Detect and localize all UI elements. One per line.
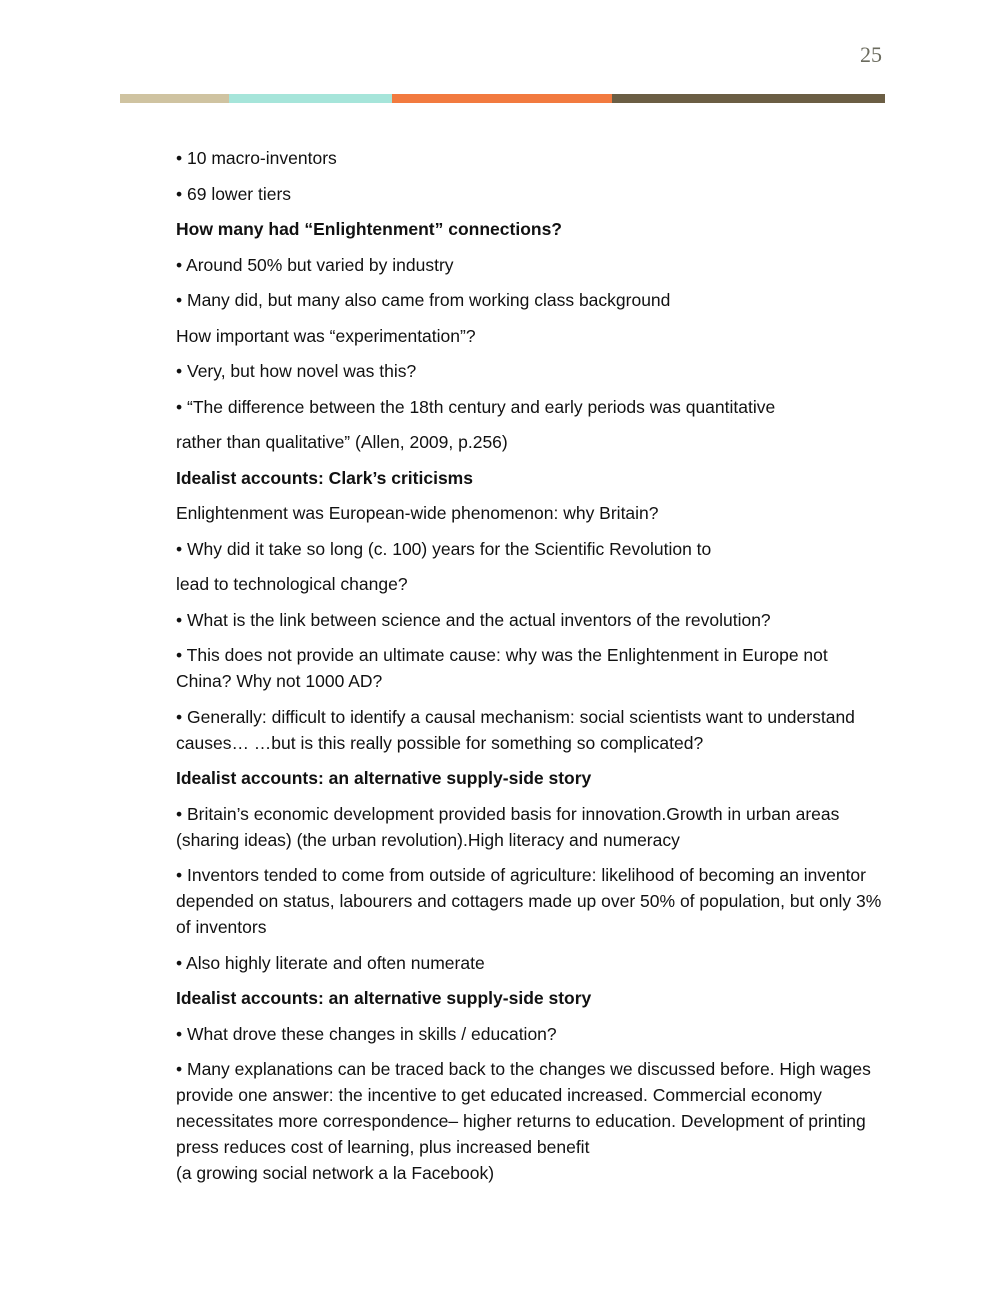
paragraph: • Very, but how novel was this? <box>176 361 417 381</box>
paragraph: • Britain’s economic development provided basis for innovation.Growth in urban areas (sharing ideas) (the urban revolution).High literacy and numeracy <box>176 803 840 850</box>
paragraph: lead to technological change? <box>176 574 408 594</box>
paragraph: • Many explanations can be traced back to the changes we discussed before. High wages provide one answer: the incentive to get educated increased. Commercial economy necessitates more correspondence– higher returns to education. Development of printing press reduces cost of learning, plus increased benefit (a growing social network a la Facebook) <box>176 1059 871 1183</box>
paragraph: • Around 50% but varied by industry <box>176 254 454 275</box>
paragraph: • Inventors tended to come from outside of agriculture: likelihood of becoming an inventor depended on status, labourers and cottagers made up over 50% of population, but only 3% of inventors <box>176 865 882 937</box>
paragraph: • 10 macro-inventors <box>176 148 337 168</box>
header-color-stripe <box>120 94 885 103</box>
paragraph: • “The difference between the 18th century and early periods was quantitative <box>176 396 776 417</box>
paragraph: Enlightenment was European-wide phenomenon: why Britain? <box>176 503 659 523</box>
paragraph: How important was “experimentation”? <box>176 325 476 346</box>
section-heading: Idealist accounts: Clark’s criticisms <box>176 467 473 488</box>
paragraph: • What is the link between science and the actual inventors of the revolution? <box>176 609 771 630</box>
section-heading: Idealist accounts: an alternative supply-side story <box>176 768 592 788</box>
stripe-segment <box>229 94 393 103</box>
stripe-segment <box>120 94 229 103</box>
page-number: 25 <box>860 42 882 67</box>
paragraph: • Also highly literate and often numerate <box>176 952 485 973</box>
paragraph: • Generally: difficult to identify a causal mechanism: social scientists want to understand causes… …but is this really possible for something so complicated? <box>176 706 855 753</box>
paragraph: • Why did it take so long (c. 100) years for the Scientific Revolution to <box>176 538 712 559</box>
paragraph: • This does not provide an ultimate cause: why was the Enlightenment in Europe not China? Why not 1000 AD? <box>176 645 828 691</box>
stripe-segment <box>392 94 612 103</box>
document-body <box>176 145 886 1196</box>
paragraph: rather than qualitative” (Allen, 2009, p.256) <box>176 432 508 452</box>
section-heading: How many had “Enlightenment” connections? <box>176 219 562 239</box>
paragraph: • What drove these changes in skills / education? <box>176 1023 557 1044</box>
paragraph: • 69 lower tiers <box>176 183 292 204</box>
section-heading: Idealist accounts: an alternative supply-side story <box>176 988 592 1008</box>
stripe-segment <box>612 94 885 103</box>
paragraph: • Many did, but many also came from working class background <box>176 290 671 310</box>
